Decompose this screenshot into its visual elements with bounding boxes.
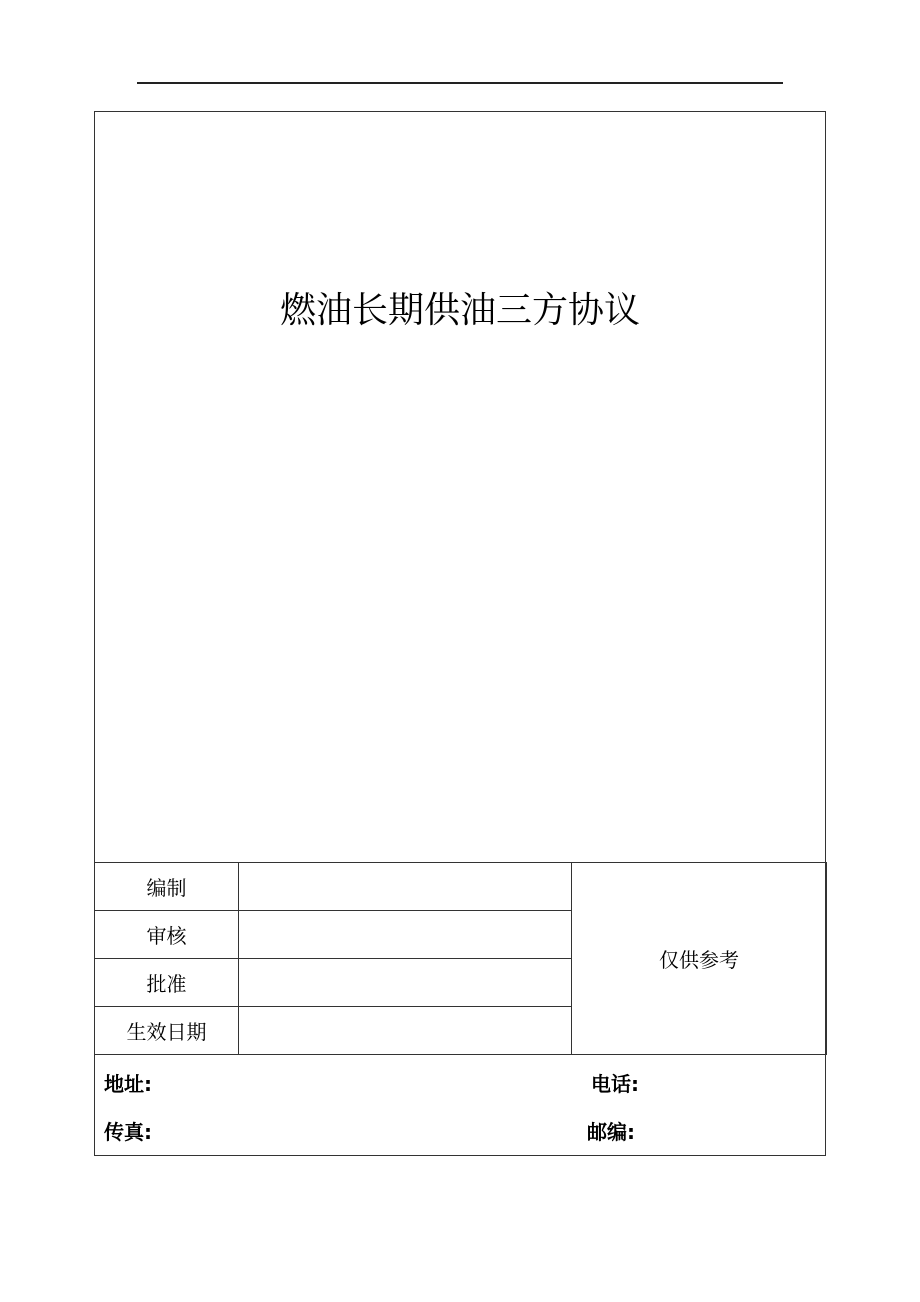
header-rule (137, 82, 783, 84)
postcode-label: 邮编: (587, 1120, 635, 1144)
address-label: 地址: (104, 1072, 152, 1096)
review-value-cell (239, 911, 572, 959)
effective-date-value-cell (239, 1007, 572, 1055)
approval-table (94, 862, 827, 1055)
row-label-compile: 编制 (95, 863, 239, 911)
compile-value-cell (239, 863, 572, 911)
document-title: 燃油长期供油三方协议 (279, 290, 640, 331)
row-label-effective-date: 生效日期 (95, 1007, 239, 1055)
reference-only-note: 仅供参考 (572, 863, 827, 1055)
row-label-approve: 批准 (95, 959, 239, 1007)
row-label-review: 审核 (95, 911, 239, 959)
fax-label: 传真: (104, 1120, 152, 1144)
phone-label: 电话: (591, 1072, 639, 1096)
table-row (95, 863, 827, 911)
approve-value-cell (239, 959, 572, 1007)
